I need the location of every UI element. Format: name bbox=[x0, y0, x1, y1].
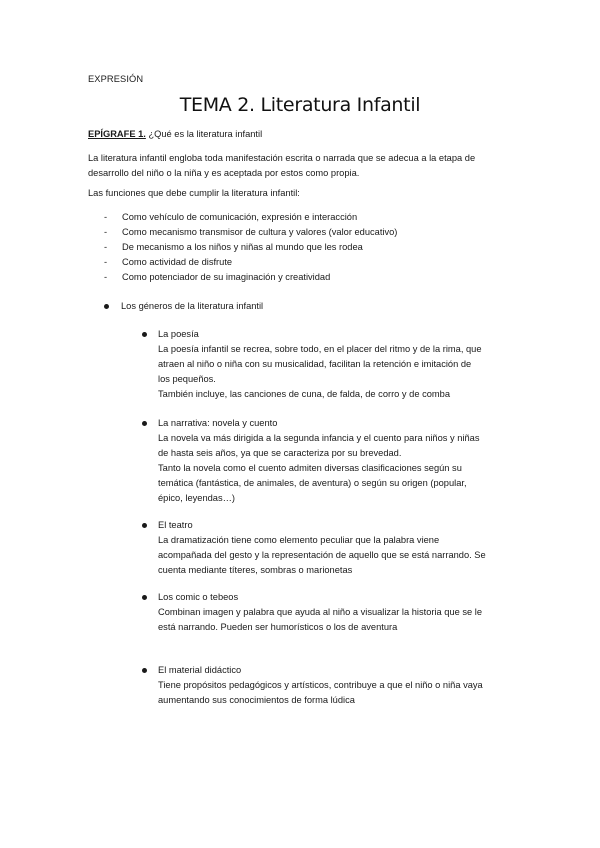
functions-list bbox=[104, 210, 397, 285]
genre-body: La dramatización tiene como elemento peculiar que la palabra viene acompañada del gesto y la representación de aquello que se está narrando. Se cuenta mediante títeres, sombras o marionetas bbox=[158, 535, 486, 575]
epigrafe-heading bbox=[88, 127, 262, 142]
dash-bullet: - bbox=[104, 272, 108, 282]
epigrafe-label: EPÍGRAFE 1. bbox=[88, 129, 146, 139]
list-item: - Como actividad de disfrute bbox=[104, 255, 397, 270]
genre-didactico bbox=[142, 663, 522, 708]
dash-bullet: - bbox=[104, 257, 108, 267]
intro-paragraph bbox=[88, 151, 518, 181]
epigrafe-question: ¿Qué es la literatura infantil bbox=[145, 129, 263, 139]
genre-poesia bbox=[142, 327, 522, 402]
bullet-dot-icon bbox=[142, 421, 147, 426]
bullet-dot-icon bbox=[104, 304, 109, 309]
document-page: EXPRESIÓN TEMA 2. Literatura Infantil EPÍGRAFE 1. ¿Qué es la literatura infantil La literatura infantil engloba toda manifestación escrita o narrada que se adecua a la etapa de desarrollo del niño o la niña y es aceptada por estos como propia. Las funciones que debe cumplir la literatura infantil: - Como vehículo de comunicación, expresión e interacción - Como mecanismo transmisor de cultura y valores (valor educativo) - De mecanismo a los niños y niñas al mundo que les rodea - Como actividad de disfrute - Como potenciador de su imaginación y creatividad Los géneros de la literatura infantil La poesía La poesía infantil se recrea, sobre todo, en el placer del ritmo y de la rima, que atraen al niño o niña con su musicalidad, facilitan la retención e imitación de los pequeños. También incluye, las canciones de cuna, de falda, de corro y de comba La narrativa: novela y cuento La novela va más dirigida a la segunda infancia y el cuento para niños y niñas de hasta seis años, ya que se caracteriza por su brevedad. Tanto la novela como el cuento admiten diversas clasificaciones según su temática (fantástica, de animales, de aventura) o según su origen (popular, épico, leyendas…) El teatro La dramatización tiene como elemento peculiar que la palabra viene acompañada del gesto y la representación de aquello que se está narrando. Se cuenta mediante títeres, sombras o marionetas Los comic o tebeos Combinan imagen y palabra que ayuda al niño a visualizar la historia que se le está narrando. Pueden ser humorísticos o los de aventura El material didáctico Tiene propósitos pedagógicos y artísticos, contribuye a que el niño o niña vaya aumentando sus conocimientos de forma lúdica bbox=[0, 0, 600, 848]
genre-title: Los comic o tebeos bbox=[158, 592, 239, 602]
genre-title: La narrativa: novela y cuento bbox=[158, 418, 278, 428]
page-title: TEMA 2. Literatura Infantil bbox=[179, 94, 421, 116]
bullet-dot-icon bbox=[142, 668, 147, 673]
dash-bullet: - bbox=[104, 227, 108, 237]
genre-comic bbox=[142, 590, 522, 635]
genre-body: Tiene propósitos pedagógicos y artísticos, contribuye a que el niño o niña vaya aumentando sus conocimientos de forma lúdica bbox=[158, 680, 483, 705]
functions-heading: Las funciones que debe cumplir la literatura infantil: bbox=[88, 188, 300, 198]
list-item: - Como mecanismo transmisor de cultura y valores (valor educativo) bbox=[104, 225, 397, 240]
genre-body: Combinan imagen y palabra que ayuda al niño a visualizar la historia que se le está narrando. Pueden ser humorísticos o los de aventura bbox=[158, 607, 483, 632]
subject-label: EXPRESIÓN bbox=[88, 74, 144, 84]
dash-bullet: - bbox=[104, 212, 108, 222]
genre-title: El material didáctico bbox=[158, 665, 242, 675]
bullet-dot-icon bbox=[142, 595, 147, 600]
list-item: - Como vehículo de comunicación, expresión e interacción bbox=[104, 210, 397, 225]
genre-body: La poesía infantil se recrea, sobre todo, en el placer del ritmo y de la rima, que atraen al niño o niña con su musicalidad, facilitan la retención e imitación de los pequeños. También incluye, las canciones de cuna, de falda, de corro y de comba bbox=[158, 344, 482, 399]
genre-teatro bbox=[142, 518, 522, 578]
genre-title: La poesía bbox=[158, 329, 199, 339]
bullet-dot-icon bbox=[142, 332, 147, 337]
intro-line-1: La literatura infantil engloba toda manifestación escrita o narrada que se adecua a la etapa de bbox=[88, 153, 476, 163]
list-item: - De mecanismo a los niños y niñas al mundo que les rodea bbox=[104, 240, 397, 255]
genre-body: La novela va más dirigida a la segunda infancia y el cuento para niños y niñas de hasta seis años, ya que se caracteriza por su brevedad. Tanto la novela como el cuento admiten diversas clasificaciones según su temática (fantástica, de animales, de aventura) o según su origen (popular, épico, leyendas…) bbox=[158, 433, 480, 503]
genre-narrativa bbox=[142, 416, 522, 506]
intro-line-2: desarrollo del niño o la niña y es aceptada por estos como propia. bbox=[88, 168, 360, 178]
dash-bullet: - bbox=[104, 242, 108, 252]
bullet-dot-icon bbox=[142, 523, 147, 528]
genre-title: El teatro bbox=[158, 520, 193, 530]
list-item: - Como potenciador de su imaginación y creatividad bbox=[104, 270, 397, 285]
